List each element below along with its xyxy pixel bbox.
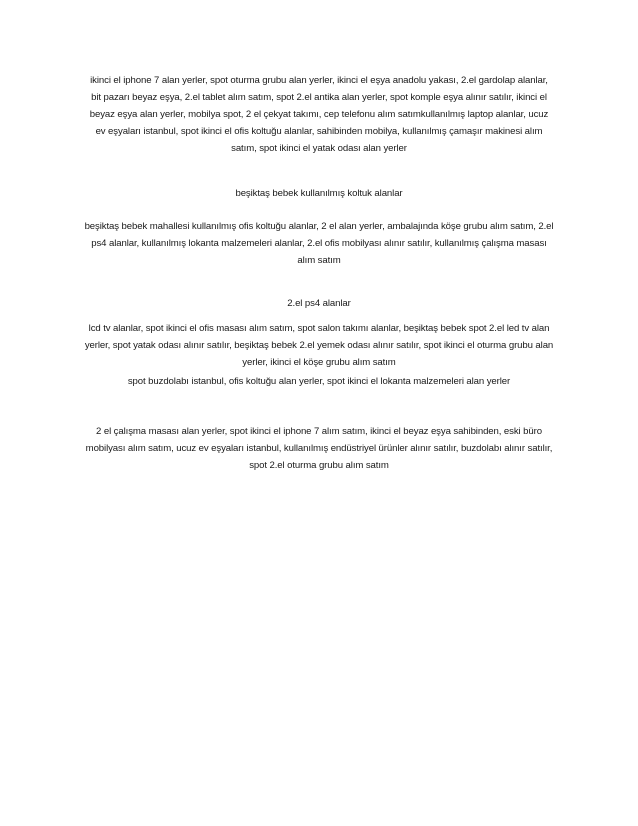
heading-ps4: 2.el ps4 alanlar: [287, 298, 351, 309]
paragraph-calisma-masasi: 2 el çalışma masası alan yerler, spot ikinci el iphone 7 alım satım, ikinci el beyaz eşya sahibinden, eski büro mobilyası alım satım, ucuz ev eşyaları istanbul, kullanılmış endüstriyel ürünler alınır satılır, buzdolabı alınır satılır, spot 2.el oturma grubu alım satım: [85, 426, 553, 471]
paragraph-lcd-tv: lcd tv alanlar, spot ikinci el ofis masası alım satım, spot salon takımı alanlar, beşiktaş bebek spot 2.el led tv alan yerler, spot yatak odası alınır satılır, beşiktaş bebek 2.el yemek odası alınır satılır, spot ikinci el oturma grubu alan yerler, ikinci el köşe grubu alım satım: [84, 323, 554, 368]
paragraph-intro: ikinci el iphone 7 alan yerler, spot oturma grubu alan yerler, ikinci el eşya anadolu yakası, 2.el gardolap alanlar, bit pazarı beyaz eşya, 2.el tablet alım satım, spot 2.el antika alan yerler, spot komple eşya alınır satılır, ikinci el beyaz eşya alan yerler, mobilya spot, 2 el çekyat takımı, cep telefonu alım satımkullanılmış laptop alanlar, ucuz ev eşyaları istanbul, spot ikinci el ofis koltuğu alanlar, sahibinden mobilya, kullanılmış çamaşır makinesi alım satım, spot ikinci el yatak odası alan yerler: [89, 75, 549, 154]
heading-besiktas-bebek: beşiktaş bebek kullanılmış koltuk alanlar: [235, 188, 403, 199]
paragraph-buzdolabi: spot buzdolabı istanbul, ofis koltuğu alan yerler, spot ikinci el lokanta malzemeleri alan yerler: [127, 376, 511, 387]
paragraph-besiktas-bebek: beşiktaş bebek mahallesi kullanılmış ofis koltuğu alanlar, 2 el alan yerler, ambalajında köşe grubu alım satım, 2.el ps4 alanlar, kullanılmış lokanta malzemeleri alanlar, 2.el ofis mobilyası alınır satılır, kullanılmış çalışma masası alım satım: [84, 221, 554, 266]
